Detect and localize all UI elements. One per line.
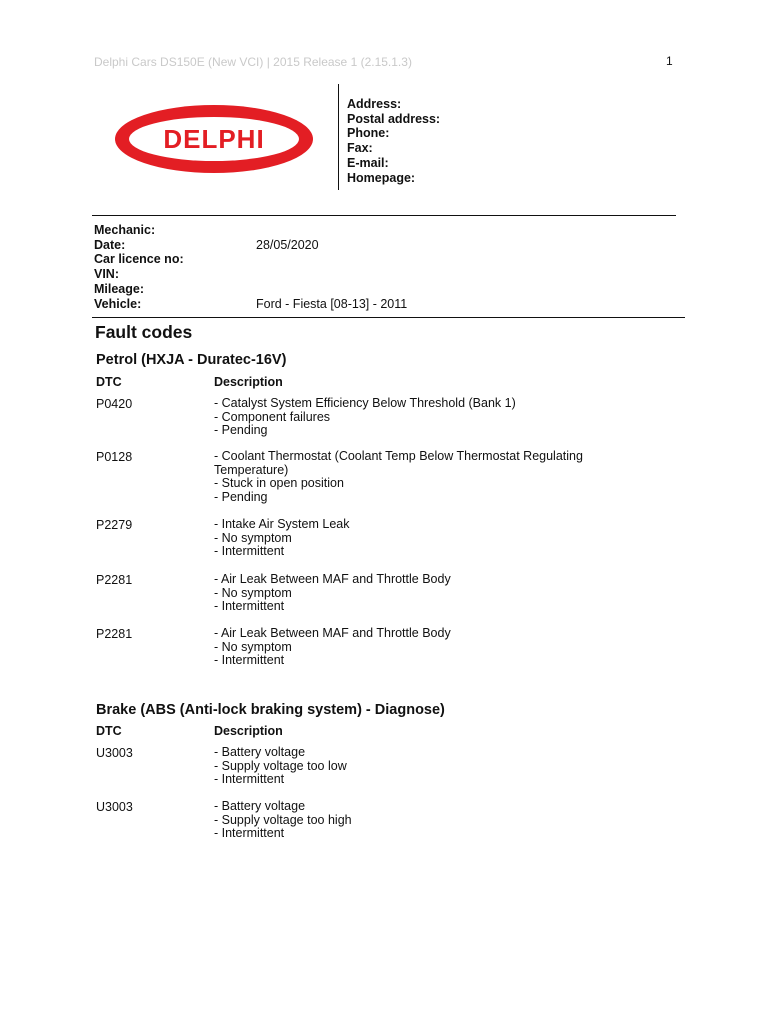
description-line: - Supply voltage too high bbox=[214, 812, 352, 827]
section-title-brake: Brake (ABS (Anti-lock braking system) - Diagnose) bbox=[96, 702, 445, 718]
dtc-description bbox=[214, 746, 614, 787]
column-header-description: Description bbox=[214, 375, 283, 389]
vin-row bbox=[94, 267, 407, 282]
dtc-description bbox=[214, 518, 614, 559]
document-header: Delphi Cars DS150E (New VCI) | 2015 Release 1 (2.15.1.3) bbox=[94, 55, 412, 69]
date-label: Date: bbox=[94, 237, 126, 252]
dtc-code: P2281 bbox=[96, 627, 133, 641]
description-line: - Air Leak Between MAF and Throttle Body bbox=[214, 626, 451, 640]
header-divider bbox=[338, 84, 339, 190]
dtc-code: U3003 bbox=[96, 800, 133, 814]
date-value: 28/05/2020 bbox=[256, 237, 319, 252]
dtc-description bbox=[214, 627, 614, 668]
dtc-code: U3003 bbox=[96, 746, 133, 760]
description-line: - No symptom bbox=[214, 530, 292, 545]
description-line: - Intermittent bbox=[214, 653, 285, 667]
phone-label: Phone: bbox=[347, 126, 390, 141]
info-top-rule bbox=[92, 215, 676, 216]
description-line: - Supply voltage too low bbox=[214, 758, 347, 773]
date-row bbox=[94, 238, 407, 253]
mileage-row bbox=[94, 282, 407, 297]
description-line: - Coolant Thermostat (Coolant Temp Below Thermostat Regulating Temperature) bbox=[214, 449, 583, 477]
dtc-description bbox=[214, 450, 614, 504]
description-line: - Component failures bbox=[214, 409, 331, 424]
vehicle-info-block bbox=[94, 223, 407, 311]
description-line: - Battery voltage bbox=[214, 745, 306, 759]
fault-codes-title: Fault codes bbox=[95, 322, 193, 342]
contact-block bbox=[347, 97, 440, 185]
dtc-description bbox=[214, 397, 614, 438]
homepage-label: Homepage: bbox=[347, 170, 416, 185]
description-line: - No symptom bbox=[214, 585, 292, 600]
description-line: - Pending bbox=[214, 423, 268, 437]
mileage-label: Mileage: bbox=[94, 281, 145, 296]
dtc-code: P2279 bbox=[96, 518, 133, 532]
section-title-petrol: Petrol (HXJA - Duratec-16V) bbox=[96, 352, 287, 368]
licence-row bbox=[94, 252, 407, 267]
description-line: - Intermittent bbox=[214, 772, 285, 786]
vehicle-label: Vehicle: bbox=[94, 296, 142, 311]
description-line: - Battery voltage bbox=[214, 799, 306, 813]
column-header-dtc: DTC bbox=[96, 375, 122, 389]
mechanic-label: Mechanic: bbox=[94, 223, 156, 237]
fax-label: Fax: bbox=[347, 141, 373, 156]
email-label: E-mail: bbox=[347, 155, 389, 170]
page-number: 1 bbox=[666, 54, 673, 68]
dtc-code: P2281 bbox=[96, 573, 133, 587]
mechanic-row bbox=[94, 223, 407, 238]
description-line: - Stuck in open position bbox=[214, 476, 344, 490]
description-line: - Air Leak Between MAF and Throttle Body bbox=[214, 572, 451, 586]
fault-codes-top-rule bbox=[92, 317, 685, 318]
address-label: Address: bbox=[347, 97, 402, 111]
description-line: - No symptom bbox=[214, 639, 292, 654]
description-line: - Intake Air System Leak bbox=[214, 517, 350, 531]
column-header-description: Description bbox=[214, 724, 283, 738]
vin-label: VIN: bbox=[94, 267, 119, 282]
dtc-description bbox=[214, 573, 614, 614]
dtc-code: P0420 bbox=[96, 397, 133, 411]
description-line: - Intermittent bbox=[214, 826, 285, 840]
licence-label: Car licence no: bbox=[94, 252, 184, 267]
column-header-dtc: DTC bbox=[96, 724, 122, 738]
vehicle-row bbox=[94, 297, 407, 312]
delphi-logo bbox=[114, 104, 314, 174]
description-line: - Intermittent bbox=[214, 599, 285, 613]
dtc-description bbox=[214, 800, 614, 841]
description-line: - Catalyst System Efficiency Below Threshold (Bank 1) bbox=[214, 396, 516, 410]
vehicle-value: Ford - Fiesta [08-13] - 2011 bbox=[256, 296, 408, 311]
description-line: - Intermittent bbox=[214, 544, 285, 558]
logo-wordmark: DELPHI bbox=[163, 124, 265, 154]
postal-address-label: Postal address: bbox=[347, 111, 441, 126]
description-line: - Pending bbox=[214, 489, 268, 504]
dtc-code: P0128 bbox=[96, 450, 133, 464]
